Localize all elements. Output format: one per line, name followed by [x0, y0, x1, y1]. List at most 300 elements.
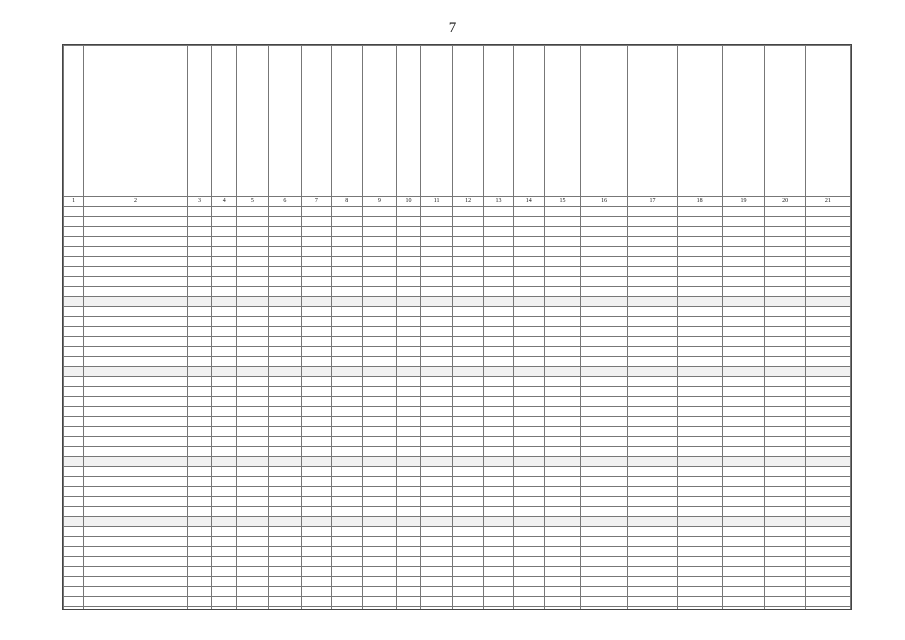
table-cell: [362, 527, 396, 537]
table-cell: [421, 517, 452, 527]
table-cell: [302, 257, 331, 267]
table-cell: [545, 587, 581, 597]
table-cell: [64, 287, 84, 297]
table-cell: [421, 377, 452, 387]
table-cell: [484, 597, 513, 607]
table-cell: [513, 367, 544, 377]
table-cell: [64, 327, 84, 337]
table-cell: [237, 337, 268, 347]
table-cell: [396, 517, 421, 527]
table-cell: [581, 207, 628, 217]
table-cell: [362, 267, 396, 277]
table-cell: [237, 457, 268, 467]
table-cell: [765, 277, 805, 287]
table-cell: [237, 327, 268, 337]
table-cell: [187, 577, 212, 587]
table-cell: [484, 257, 513, 267]
table-cell: [628, 217, 677, 227]
table-cell: [484, 337, 513, 347]
table-cell: [452, 567, 483, 577]
table-cell: [484, 417, 513, 427]
table-cell: [628, 547, 677, 557]
table-cell: [302, 357, 331, 367]
table-cell: [513, 207, 544, 217]
table-cell: [64, 457, 84, 467]
table-cell: [513, 257, 544, 267]
table-cell: [545, 427, 581, 437]
table-cell: [722, 477, 765, 487]
table-cell: [396, 297, 421, 307]
table-cell: [805, 297, 850, 307]
column-number: 20: [765, 197, 805, 207]
table-cell: [331, 557, 362, 567]
table-cell: [484, 567, 513, 577]
table-cell: [677, 487, 722, 497]
table-cell: [484, 307, 513, 317]
data-table: [62, 44, 852, 610]
table-cell: [237, 377, 268, 387]
table-cell: [396, 307, 421, 317]
table-cell: [628, 517, 677, 527]
table-cell: [628, 557, 677, 567]
table-cell: [628, 207, 677, 217]
table-row: [64, 477, 851, 487]
table-cell: [268, 447, 302, 457]
table-cell: [396, 257, 421, 267]
table-cell: [484, 267, 513, 277]
column-number: 2: [84, 197, 187, 207]
table-cell: [765, 467, 805, 477]
table-cell: [628, 307, 677, 317]
table-row: [64, 487, 851, 497]
table-cell: [362, 497, 396, 507]
table-cell: [268, 307, 302, 317]
table-cell: [677, 277, 722, 287]
table-cell: [628, 447, 677, 457]
table-cell: [396, 577, 421, 587]
table-cell: [212, 527, 237, 537]
table-cell: [362, 387, 396, 397]
table-cell: [302, 557, 331, 567]
table-cell: [722, 607, 765, 611]
table-cell: [677, 477, 722, 487]
table-cell: [237, 407, 268, 417]
table-cell: [302, 447, 331, 457]
table-cell: [84, 527, 187, 537]
table-cell: [452, 277, 483, 287]
table-cell: [212, 357, 237, 367]
table-cell: [722, 577, 765, 587]
table-cell: [362, 607, 396, 611]
table-cell: [513, 247, 544, 257]
table-cell: [64, 377, 84, 387]
table-cell: [421, 317, 452, 327]
table-cell: [268, 327, 302, 337]
table-cell: [64, 507, 84, 517]
table-cell: [187, 377, 212, 387]
table-cell: [484, 397, 513, 407]
table-cell: [84, 237, 187, 247]
table-cell: [805, 607, 850, 611]
table-cell: [628, 507, 677, 517]
table-cell: [484, 317, 513, 327]
table-cell: [545, 267, 581, 277]
table-cell: [765, 537, 805, 547]
table-row: [64, 497, 851, 507]
table-row: [64, 277, 851, 287]
table-cell: [64, 237, 84, 247]
table-cell: [302, 477, 331, 487]
table-cell: [302, 547, 331, 557]
table-cell: [331, 287, 362, 297]
table-cell: [581, 577, 628, 587]
table-cell: [545, 337, 581, 347]
table-cell: [396, 437, 421, 447]
table-cell: [484, 607, 513, 611]
table-cell: [581, 477, 628, 487]
table-cell: [628, 237, 677, 247]
table-cell: [187, 227, 212, 237]
table-cell: [677, 317, 722, 327]
table-cell: [545, 297, 581, 307]
table-cell: [396, 267, 421, 277]
table-cell: [187, 587, 212, 597]
table-cell: [484, 287, 513, 297]
table-cell: [722, 227, 765, 237]
table-cell: [677, 567, 722, 577]
table-cell: [677, 227, 722, 237]
table-cell: [765, 227, 805, 237]
table-cell: [268, 537, 302, 547]
table-cell: [581, 467, 628, 477]
table-cell: [513, 237, 544, 247]
table-row: [64, 237, 851, 247]
table-cell: [302, 507, 331, 517]
table-cell: [331, 427, 362, 437]
table-cell: [765, 607, 805, 611]
table-cell: [722, 507, 765, 517]
table-cell: [452, 477, 483, 487]
table-cell: [628, 317, 677, 327]
table-cell: [268, 587, 302, 597]
table-cell: [677, 257, 722, 267]
table-cell: [452, 557, 483, 567]
table-cell: [545, 457, 581, 467]
table-cell: [64, 447, 84, 457]
table-cell: [545, 507, 581, 517]
table-cell: [396, 507, 421, 517]
table-cell: [545, 307, 581, 317]
table-cell: [805, 387, 850, 397]
table-cell: [628, 597, 677, 607]
table-cell: [581, 357, 628, 367]
table-row: [64, 347, 851, 357]
table-cell: [362, 237, 396, 247]
table-cell: [805, 437, 850, 447]
table-cell: [805, 557, 850, 567]
table-cell: [805, 417, 850, 427]
table-cell: [805, 487, 850, 497]
table-cell: [452, 497, 483, 507]
table-cell: [268, 427, 302, 437]
table-cell: [302, 577, 331, 587]
table-cell: [677, 397, 722, 407]
table-cell: [722, 457, 765, 467]
table-cell: [677, 597, 722, 607]
table-cell: [628, 387, 677, 397]
table-cell: [421, 507, 452, 517]
table-cell: [677, 307, 722, 317]
table-cell: [484, 237, 513, 247]
table-cell: [362, 547, 396, 557]
table-cell: [187, 367, 212, 377]
table-cell: [628, 467, 677, 477]
table-cell: [331, 247, 362, 257]
table-cell: [805, 537, 850, 547]
table-cell: [237, 577, 268, 587]
table-cell: [84, 417, 187, 427]
table-cell: [212, 567, 237, 577]
table-cell: [362, 307, 396, 317]
table-cell: [484, 577, 513, 587]
column-number: 18: [677, 197, 722, 207]
table-cell: [628, 567, 677, 577]
table-cell: [396, 387, 421, 397]
table-cell: [581, 587, 628, 597]
table-cell: [212, 327, 237, 337]
table-cell: [212, 217, 237, 227]
table-cell: [187, 407, 212, 417]
table-cell: [513, 477, 544, 487]
table-cell: [237, 597, 268, 607]
table-cell: [237, 497, 268, 507]
table-cell: [237, 317, 268, 327]
table-cell: [628, 417, 677, 427]
table-cell: [187, 497, 212, 507]
table-cell: [212, 297, 237, 307]
table-cell: [677, 237, 722, 247]
table-cell: [187, 597, 212, 607]
table-row: [64, 507, 851, 517]
table-cell: [362, 557, 396, 567]
table-cell: [805, 457, 850, 467]
table-cell: [64, 467, 84, 477]
table-cell: [581, 607, 628, 611]
table-cell: [268, 437, 302, 447]
table-cell: [268, 247, 302, 257]
table-cell: [237, 217, 268, 227]
table-cell: [452, 457, 483, 467]
table-cell: [64, 417, 84, 427]
table-cell: [484, 207, 513, 217]
table-cell: [331, 417, 362, 427]
table-cell: [452, 527, 483, 537]
table-cell: [421, 497, 452, 507]
table-cell: [765, 317, 805, 327]
table-cell: [362, 227, 396, 237]
table-cell: [84, 577, 187, 587]
table-cell: [805, 547, 850, 557]
table-cell: [331, 227, 362, 237]
table-cell: [545, 327, 581, 337]
table-cell: [421, 437, 452, 447]
table-cell: [237, 247, 268, 257]
table-cell: [722, 367, 765, 377]
table-cell: [581, 237, 628, 247]
table-cell: [421, 607, 452, 611]
table-cell: [722, 317, 765, 327]
table-cell: [765, 347, 805, 357]
table-cell: [84, 267, 187, 277]
table-cell: [268, 277, 302, 287]
table-cell: [187, 537, 212, 547]
table-cell: [396, 467, 421, 477]
table-cell: [722, 487, 765, 497]
table-cell: [545, 577, 581, 587]
table-cell: [64, 597, 84, 607]
table-cell: [302, 227, 331, 237]
table-cell: [722, 597, 765, 607]
table-cell: [805, 447, 850, 457]
table-cell: [765, 597, 805, 607]
table-cell: [484, 377, 513, 387]
table-cell: [362, 477, 396, 487]
table-cell: [268, 567, 302, 577]
table-cell: [765, 327, 805, 337]
table-cell: [212, 587, 237, 597]
table-cell: [362, 287, 396, 297]
table-cell: [581, 277, 628, 287]
table-cell: [581, 507, 628, 517]
table-cell: [805, 577, 850, 587]
table-cell: [84, 437, 187, 447]
table-cell: [237, 507, 268, 517]
table-cell: [421, 477, 452, 487]
table-cell: [187, 457, 212, 467]
table-cell: [452, 587, 483, 597]
table-cell: [722, 387, 765, 397]
table-cell: [302, 327, 331, 337]
table-cell: [84, 277, 187, 287]
table-cell: [545, 437, 581, 447]
table-cell: [237, 227, 268, 237]
table-cell: [765, 357, 805, 367]
table-row: [64, 397, 851, 407]
table-cell: [396, 597, 421, 607]
table-cell: [362, 487, 396, 497]
table-cell: [84, 387, 187, 397]
table-cell: [484, 537, 513, 547]
table-cell: [268, 297, 302, 307]
table-cell: [677, 337, 722, 347]
table-cell: [331, 337, 362, 347]
table-cell: [362, 597, 396, 607]
table-cell: [765, 577, 805, 587]
table-cell: [331, 387, 362, 397]
table-cell: [545, 567, 581, 577]
table-cell: [237, 517, 268, 527]
table-cell: [212, 377, 237, 387]
table-cell: [302, 287, 331, 297]
table-cell: [362, 377, 396, 387]
table-cell: [677, 547, 722, 557]
table-cell: [237, 467, 268, 477]
table-row: [64, 337, 851, 347]
table-cell: [805, 347, 850, 357]
table-cell: [64, 277, 84, 287]
table-cell: [212, 427, 237, 437]
table-cell: [722, 587, 765, 597]
table-row: [64, 367, 851, 377]
table-cell: [677, 347, 722, 357]
column-number: 1: [64, 197, 84, 207]
table-cell: [484, 517, 513, 527]
table-cell: [722, 527, 765, 537]
column-number: 17: [628, 197, 677, 207]
table-cell: [331, 477, 362, 487]
table-cell: [452, 427, 483, 437]
table-cell: [628, 297, 677, 307]
table-cell: [302, 217, 331, 227]
table-cell: [805, 257, 850, 267]
table-cell: [765, 527, 805, 537]
table-cell: [581, 527, 628, 537]
table-cell: [765, 447, 805, 457]
table-cell: [452, 237, 483, 247]
table-cell: [84, 567, 187, 577]
table-cell: [513, 447, 544, 457]
table-cell: [237, 477, 268, 487]
table-cell: [484, 327, 513, 337]
table-row: [64, 297, 851, 307]
table-cell: [484, 487, 513, 497]
table-cell: [628, 487, 677, 497]
table-cell: [84, 537, 187, 547]
table-cell: [268, 207, 302, 217]
table-cell: [212, 317, 237, 327]
column-number: 21: [805, 197, 850, 207]
table-cell: [628, 527, 677, 537]
table-row: [64, 327, 851, 337]
table-cell: [331, 367, 362, 377]
table-cell: [362, 277, 396, 287]
table-cell: [64, 547, 84, 557]
table-cell: [212, 387, 237, 397]
table-cell: [64, 247, 84, 257]
table-row: [64, 217, 851, 227]
table-cell: [677, 417, 722, 427]
table-cell: [765, 477, 805, 487]
table-cell: [484, 467, 513, 477]
table-cell: [421, 337, 452, 347]
table-cell: [84, 317, 187, 327]
table-cell: [452, 267, 483, 277]
table-cell: [396, 397, 421, 407]
table-cell: [331, 297, 362, 307]
table-cell: [187, 427, 212, 437]
table-cell: [628, 537, 677, 547]
table-cell: [545, 607, 581, 611]
table-cell: [484, 527, 513, 537]
table-cell: [362, 357, 396, 367]
table-cell: [64, 607, 84, 611]
table-cell: [677, 457, 722, 467]
table-cell: [362, 207, 396, 217]
table-cell: [484, 427, 513, 437]
table-cell: [237, 427, 268, 437]
table-cell: [84, 327, 187, 337]
table-cell: [212, 397, 237, 407]
